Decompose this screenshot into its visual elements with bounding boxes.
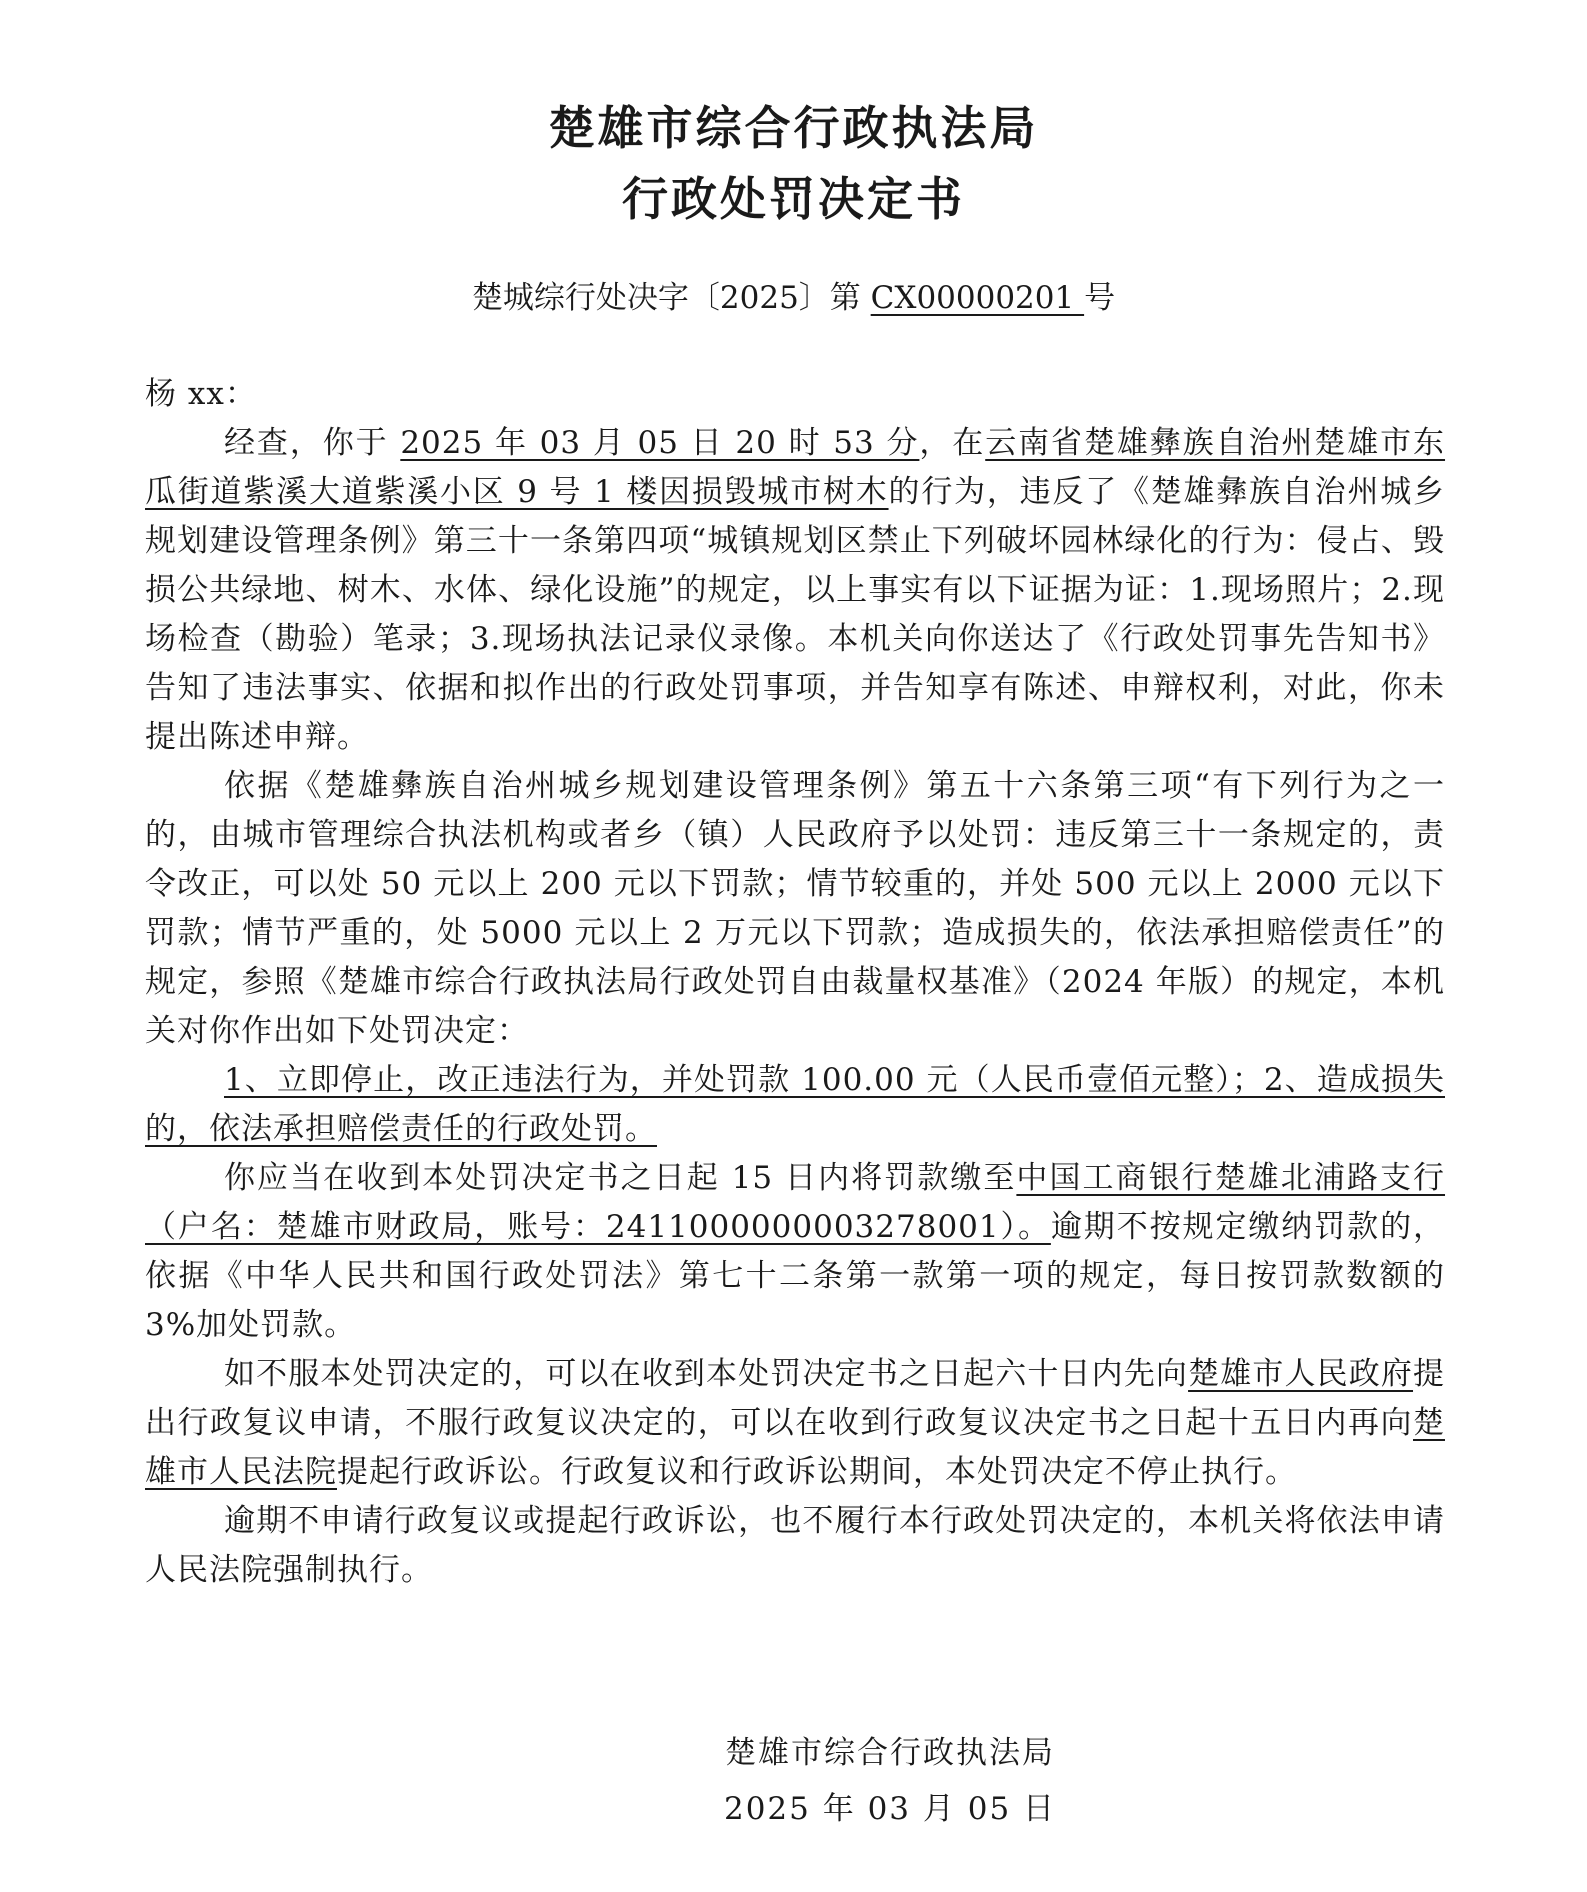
document-title-type: 行政处罚决定书 (622, 172, 965, 226)
doc-number-prefix: 楚城综行处决字〔2025〕第 (471, 280, 871, 316)
facts-paragraph (145, 419, 1445, 762)
signature-date: 2025 年 03 月 05 日 (723, 1791, 1057, 1827)
bank-account: 中国工商银行楚雄北浦路支行（户名：楚雄市财政局，账号：2411000000003278001）。 (145, 1160, 1446, 1245)
facts-text: 的行为，违反了《楚雄彝族自治州城乡规划建设管理条例》第三十一条第四项“城镇规划区禁止下列破坏园林绿化的行为：侵占、毁损公共绿地、树木、水体、绿化设施”的规定，以上事实有以下证据为证：1.现场照片；2.现场检查（勘验）笔录；3.现场执法记录仪录像。本机关向你送达了《行政处罚事先告知书》告知了违法事实、依据和拟作出的行政处罚事项，并告知享有陈述、申辩权利，对此，你未提出陈述申辩。 (145, 474, 1445, 755)
signature-block (640, 1725, 1140, 1837)
payment-text: 逾期不按规定缴纳罚款的，依据《中华人民共和国行政处罚法》第七十二条第一款第一项的规定，每日按罚款数额的 3%加处罚款。 (145, 1209, 1445, 1343)
review-authority: 楚雄市人民政府 (1188, 1356, 1414, 1392)
legal-basis-paragraph: 依据《楚雄彝族自治州城乡规划建设管理条例》第五十六条第三项“有下列行为之一的，由城市管理综合执法机构或者乡（镇）人民政府予以处罚：违反第三十一条规定的，责令改正，可以处 50 元以上 200 元以下罚款；情节较重的，并处 500 元以上 2000 元以下罚款；情节严重的，处 5000 元以上 2 万元以下罚款；造成损失的，依法承担赔偿责任”的规定，参照《楚雄市综合行政执法局行政处罚自由裁量权基准》（2024 年版）的规定，本机关对你作出如下处罚决定： (145, 768, 1445, 1049)
recipient-line: 杨 xx： (145, 376, 257, 412)
violation-datetime: 2025 年 03 月 05 日 20 时 53 分 (400, 425, 920, 461)
document-title-agency: 楚雄市综合行政执法局 (548, 101, 1039, 155)
violation-location: 云南省楚雄彝族自治州楚雄市东瓜街道紫溪大道紫溪小区 9 号 1 楼因损毁城市树木 (145, 425, 1446, 510)
facts-text: ，在 (919, 425, 986, 461)
doc-number-suffix: 号 (1084, 280, 1116, 316)
penalty-decision: 1、立即停止，改正违法行为，并处罚款 100.00 元（人民币壹佰元整）；2、造成损失的，依法承担赔偿责任的行政处罚。 (145, 1062, 1445, 1147)
appeal-paragraph (145, 1350, 1445, 1497)
appeal-text: 提出行政复议申请，不服行政复议决定的，可以在收到行政复议决定书之日起十五日内再向 (145, 1356, 1446, 1441)
doc-number-value: CX00000201 (870, 280, 1085, 316)
signature-agency: 楚雄市综合行政执法局 (725, 1735, 1055, 1771)
document-body (145, 370, 1445, 1595)
facts-text: 经查，你于 (224, 425, 401, 461)
document-number (0, 272, 1587, 317)
appeal-text: 如不服本处罚决定的，可以在收到本处罚决定书之日起六十日内先向 (224, 1356, 1189, 1392)
payment-paragraph (145, 1154, 1445, 1350)
enforcement-paragraph: 逾期不申请行政复议或提起行政诉讼，也不履行本行政处罚决定的，本机关将依法申请人民法院强制执行。 (145, 1503, 1445, 1588)
decision-paragraph (145, 1056, 1445, 1154)
appeal-text: 提起行政诉讼。行政复议和行政诉讼期间，本处罚决定不停止执行。 (337, 1454, 1297, 1490)
court-name: 楚雄市人民法院 (145, 1405, 1445, 1490)
payment-text: 你应当在收到本处罚决定书之日起 15 日内将罚款缴至 (224, 1160, 1017, 1196)
